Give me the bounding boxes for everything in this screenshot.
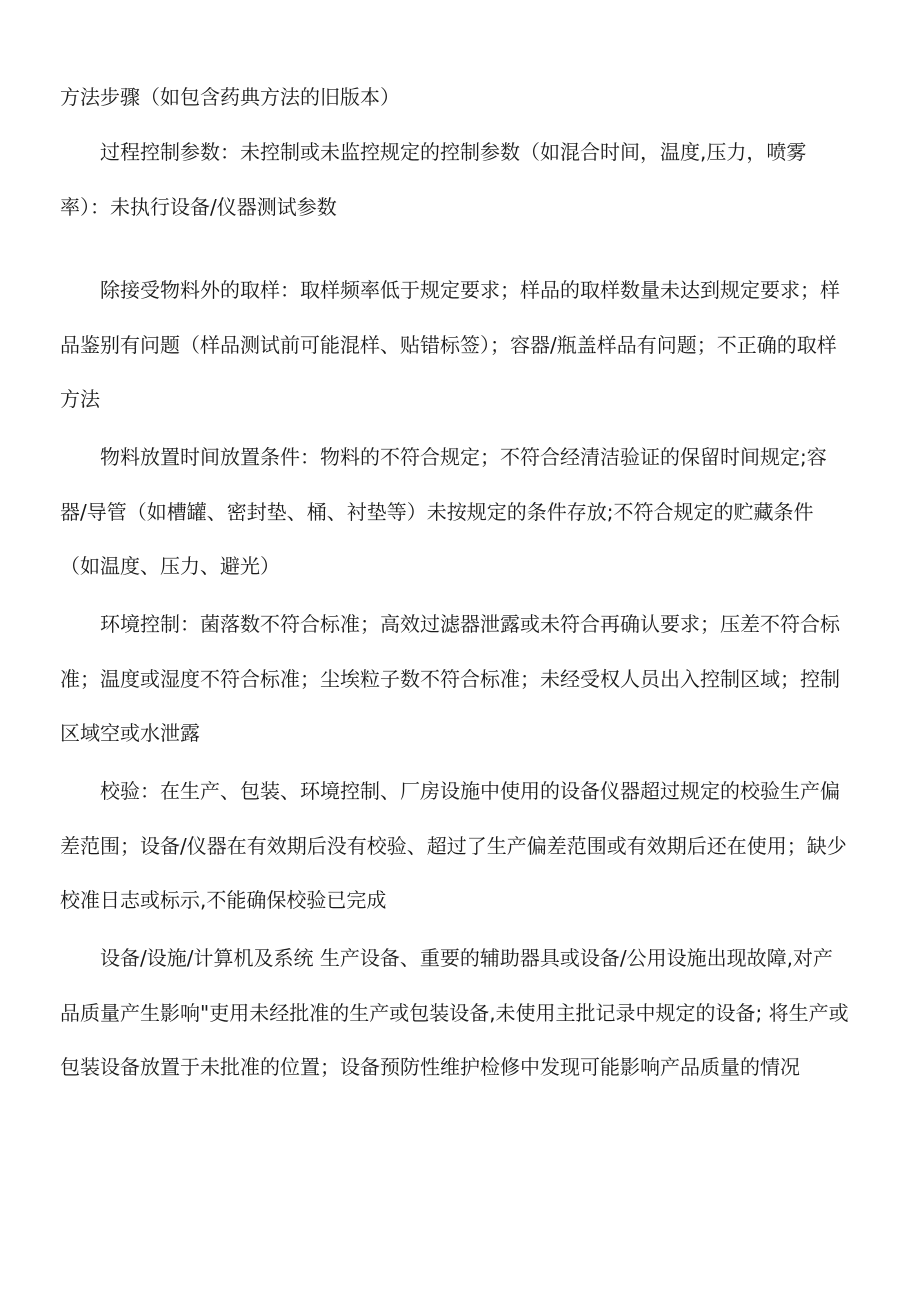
paragraph-sampling: 除接受物料外的取样：取样频率低于规定要求；样品的取样数量未达到规定要求；样品鉴别有问题（样品测试前可能混样、贴错标签）；容器/瓶盖样品有问题；不正确的取样方法 xyxy=(60,278,840,411)
paragraph-material-storage: 物料放置时间放置条件：物料的不符合规定；不符合经清洁验证的保留时间规定;容器/导管（如槽罐、密封垫、桶、衬垫等）未按规定的条件存放;不符合规定的贮藏条件（如温度、压力、避光） xyxy=(60,445,827,578)
paragraph-calibration: 校验：在生产、包装、环境控制、厂房设施中使用的设备仪器超过规定的校验生产偏差范围；设备/仪器在有效期后没有校验、超过了生产偏差范围或有效期后还在使用；缺少校准日志或标示,不能确保校验已完成 xyxy=(60,779,847,912)
paragraph-environment-control: 环境控制：菌落数不符合标准；高效过滤器泄露或未符合再确认要求；压差不符合标准；温度或湿度不符合标准；尘埃粒子数不符合标准；未经受权人员出入控制区域；控制区域空或水泄露 xyxy=(60,612,840,745)
paragraph-equipment-systems: 设备/设施/计算机及系统 生产设备、重要的辅助器具或设备/公用设施出现故障,对产品质量产生影响"吏用未经批准的生产或包装设备,未使用主批记录中规定的设备; 将生产或包装设备放置于未批准的位置；设备预防性维护检修中发现可能影响产品质量的情况 xyxy=(60,946,849,1079)
paragraph-method-steps: 方法步骤（如包含药典方法的旧版本） xyxy=(60,85,400,109)
paragraph-process-control-parameters: 过程控制参数：未控制或未监控规定的控制参数（如混合时间，温度,压力，喷雾率）：未执行设备/仪器测试参数 xyxy=(60,140,807,219)
